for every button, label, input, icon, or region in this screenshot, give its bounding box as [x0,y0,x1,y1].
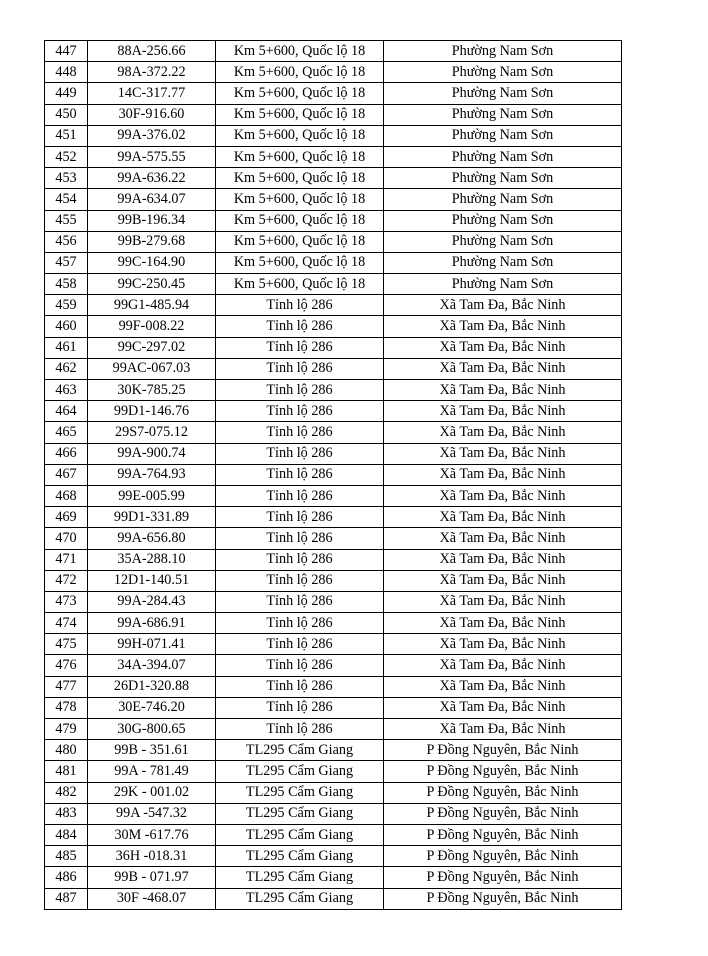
table-row [45,231,622,252]
location-cell: TL295 Cẩm Giang [216,803,384,824]
table-row [45,189,622,210]
license-plate-cell: 99A-575.55 [88,146,216,167]
ward-cell: Phường Nam Sơn [384,104,622,125]
table-row [45,168,622,189]
ward-cell: Xã Tam Đa, Bắc Ninh [384,697,622,718]
ward-cell: Phường Nam Sơn [384,41,622,62]
table-row [45,316,622,337]
license-plate-cell: 36H -018.31 [88,846,216,867]
table-row [45,803,622,824]
row-number-cell: 460 [45,316,88,337]
location-cell: Km 5+600, Quốc lộ 18 [216,210,384,231]
location-cell: Km 5+600, Quốc lộ 18 [216,125,384,146]
row-number-cell: 469 [45,507,88,528]
row-number-cell: 470 [45,528,88,549]
location-cell: Km 5+600, Quốc lộ 18 [216,62,384,83]
row-number-cell: 457 [45,252,88,273]
ward-cell: Xã Tam Đa, Bắc Ninh [384,380,622,401]
location-cell: Tỉnh lộ 286 [216,697,384,718]
location-cell: Tỉnh lộ 286 [216,655,384,676]
location-cell: Tỉnh lộ 286 [216,634,384,655]
table-row [45,846,622,867]
ward-cell: P Đồng Nguyên, Bắc Ninh [384,803,622,824]
location-cell: Tỉnh lộ 286 [216,443,384,464]
location-cell: Tỉnh lộ 286 [216,295,384,316]
row-number-cell: 474 [45,613,88,634]
table-row [45,295,622,316]
ward-cell: P Đồng Nguyên, Bắc Ninh [384,761,622,782]
row-number-cell: 477 [45,676,88,697]
row-number-cell: 459 [45,295,88,316]
location-cell: Km 5+600, Quốc lộ 18 [216,189,384,210]
row-number-cell: 479 [45,719,88,740]
row-number-cell: 448 [45,62,88,83]
ward-cell: Xã Tam Đa, Bắc Ninh [384,613,622,634]
license-plate-cell: 99C-164.90 [88,252,216,273]
ward-cell: Xã Tam Đa, Bắc Ninh [384,422,622,443]
ward-cell: Xã Tam Đa, Bắc Ninh [384,634,622,655]
row-number-cell: 478 [45,697,88,718]
row-number-cell: 476 [45,655,88,676]
location-cell: Tỉnh lộ 286 [216,464,384,485]
location-cell: Tỉnh lộ 286 [216,316,384,337]
row-number-cell: 462 [45,358,88,379]
row-number-cell: 483 [45,803,88,824]
row-number-cell: 461 [45,337,88,358]
row-number-cell: 450 [45,104,88,125]
row-number-cell: 458 [45,274,88,295]
license-plate-cell: 26D1-320.88 [88,676,216,697]
location-cell: TL295 Cẩm Giang [216,888,384,909]
location-cell: Tỉnh lộ 286 [216,591,384,612]
table-row [45,485,622,506]
location-cell: Tỉnh lộ 286 [216,337,384,358]
location-cell: Tỉnh lộ 286 [216,422,384,443]
ward-cell: Phường Nam Sơn [384,210,622,231]
location-cell: Km 5+600, Quốc lộ 18 [216,83,384,104]
ward-cell: Xã Tam Đa, Bắc Ninh [384,591,622,612]
location-cell: TL295 Cẩm Giang [216,867,384,888]
license-plate-cell: 30F -468.07 [88,888,216,909]
ward-cell: Xã Tam Đa, Bắc Ninh [384,676,622,697]
row-number-cell: 468 [45,485,88,506]
table-row [45,104,622,125]
table-row [45,697,622,718]
ward-cell: Phường Nam Sơn [384,274,622,295]
location-cell: Tỉnh lộ 286 [216,719,384,740]
license-plate-cell: 99A-656.80 [88,528,216,549]
license-plate-cell: 99D1-146.76 [88,401,216,422]
location-cell: TL295 Cẩm Giang [216,761,384,782]
violation-table-body [45,41,622,910]
license-plate-cell: 29S7-075.12 [88,422,216,443]
table-row [45,888,622,909]
row-number-cell: 454 [45,189,88,210]
row-number-cell: 455 [45,210,88,231]
table-row [45,337,622,358]
license-plate-cell: 99A-686.91 [88,613,216,634]
table-row [45,380,622,401]
license-plate-cell: 14C-317.77 [88,83,216,104]
location-cell: Km 5+600, Quốc lộ 18 [216,41,384,62]
license-plate-cell: 30K-785.25 [88,380,216,401]
row-number-cell: 472 [45,570,88,591]
license-plate-cell: 98A-372.22 [88,62,216,83]
table-row [45,613,622,634]
ward-cell: Xã Tam Đa, Bắc Ninh [384,570,622,591]
location-cell: Tỉnh lộ 286 [216,570,384,591]
table-row [45,358,622,379]
license-plate-cell: 99D1-331.89 [88,507,216,528]
license-plate-cell: 88A-256.66 [88,41,216,62]
ward-cell: P Đồng Nguyên, Bắc Ninh [384,740,622,761]
location-cell: Km 5+600, Quốc lộ 18 [216,274,384,295]
table-row [45,464,622,485]
location-cell: Km 5+600, Quốc lộ 18 [216,146,384,167]
ward-cell: Xã Tam Đa, Bắc Ninh [384,401,622,422]
row-number-cell: 485 [45,846,88,867]
ward-cell: Xã Tam Đa, Bắc Ninh [384,719,622,740]
ward-cell: Xã Tam Đa, Bắc Ninh [384,528,622,549]
location-cell: Tỉnh lộ 286 [216,528,384,549]
license-plate-cell: 99A-764.93 [88,464,216,485]
location-cell: TL295 Cẩm Giang [216,846,384,867]
license-plate-cell: 35A-288.10 [88,549,216,570]
ward-cell: P Đồng Nguyên, Bắc Ninh [384,824,622,845]
table-row [45,443,622,464]
row-number-cell: 475 [45,634,88,655]
location-cell: Tỉnh lộ 286 [216,676,384,697]
location-cell: TL295 Cẩm Giang [216,824,384,845]
table-row [45,761,622,782]
license-plate-cell: 99C-297.02 [88,337,216,358]
location-cell: TL295 Cẩm Giang [216,740,384,761]
license-plate-cell: 30E-746.20 [88,697,216,718]
row-number-cell: 463 [45,380,88,401]
ward-cell: Xã Tam Đa, Bắc Ninh [384,316,622,337]
license-plate-cell: 30F-916.60 [88,104,216,125]
location-cell: Tỉnh lộ 286 [216,485,384,506]
location-cell: Km 5+600, Quốc lộ 18 [216,168,384,189]
location-cell: Tỉnh lộ 286 [216,380,384,401]
ward-cell: Phường Nam Sơn [384,62,622,83]
row-number-cell: 452 [45,146,88,167]
row-number-cell: 471 [45,549,88,570]
location-cell: Tỉnh lộ 286 [216,613,384,634]
license-plate-cell: 99C-250.45 [88,274,216,295]
license-plate-cell: 99B - 351.61 [88,740,216,761]
table-row [45,507,622,528]
row-number-cell: 487 [45,888,88,909]
ward-cell: Xã Tam Đa, Bắc Ninh [384,464,622,485]
ward-cell: Xã Tam Đa, Bắc Ninh [384,549,622,570]
license-plate-cell: 99A-900.74 [88,443,216,464]
row-number-cell: 467 [45,464,88,485]
table-row [45,41,622,62]
license-plate-cell: 12D1-140.51 [88,570,216,591]
table-row [45,401,622,422]
table-row [45,62,622,83]
row-number-cell: 464 [45,401,88,422]
location-cell: Tỉnh lộ 286 [216,401,384,422]
table-row [45,591,622,612]
ward-cell: Xã Tam Đa, Bắc Ninh [384,358,622,379]
location-cell: TL295 Cẩm Giang [216,782,384,803]
license-plate-cell: 30M -617.76 [88,824,216,845]
table-row [45,125,622,146]
location-cell: Km 5+600, Quốc lộ 18 [216,252,384,273]
table-row [45,528,622,549]
table-row [45,83,622,104]
table-row [45,782,622,803]
table-row [45,210,622,231]
license-plate-cell: 99B-279.68 [88,231,216,252]
license-plate-cell: 99F-008.22 [88,316,216,337]
ward-cell: Phường Nam Sơn [384,83,622,104]
ward-cell: P Đồng Nguyên, Bắc Ninh [384,888,622,909]
row-number-cell: 456 [45,231,88,252]
license-plate-cell: 99B-196.34 [88,210,216,231]
license-plate-cell: 34A-394.07 [88,655,216,676]
ward-cell: Phường Nam Sơn [384,231,622,252]
license-plate-cell: 99G1-485.94 [88,295,216,316]
row-number-cell: 447 [45,41,88,62]
ward-cell: Xã Tam Đa, Bắc Ninh [384,485,622,506]
ward-cell: P Đồng Nguyên, Bắc Ninh [384,867,622,888]
license-plate-cell: 99H-071.41 [88,634,216,655]
location-cell: Km 5+600, Quốc lộ 18 [216,104,384,125]
license-plate-cell: 29K - 001.02 [88,782,216,803]
ward-cell: Xã Tam Đa, Bắc Ninh [384,507,622,528]
row-number-cell: 484 [45,824,88,845]
ward-cell: Xã Tam Đa, Bắc Ninh [384,295,622,316]
row-number-cell: 465 [45,422,88,443]
row-number-cell: 451 [45,125,88,146]
license-plate-cell: 99A-376.02 [88,125,216,146]
table-row [45,252,622,273]
ward-cell: Phường Nam Sơn [384,168,622,189]
license-plate-cell: 99B - 071.97 [88,867,216,888]
row-number-cell: 473 [45,591,88,612]
table-row [45,422,622,443]
row-number-cell: 453 [45,168,88,189]
row-number-cell: 486 [45,867,88,888]
license-plate-cell: 99A - 781.49 [88,761,216,782]
table-row [45,274,622,295]
license-plate-cell: 99E-005.99 [88,485,216,506]
row-number-cell: 480 [45,740,88,761]
table-row [45,676,622,697]
table-row [45,867,622,888]
location-cell: Tỉnh lộ 286 [216,507,384,528]
license-plate-cell: 99A-636.22 [88,168,216,189]
table-row [45,146,622,167]
table-row [45,655,622,676]
violation-table [44,40,622,910]
location-cell: Km 5+600, Quốc lộ 18 [216,231,384,252]
ward-cell: Phường Nam Sơn [384,125,622,146]
table-row [45,634,622,655]
ward-cell: P Đồng Nguyên, Bắc Ninh [384,846,622,867]
ward-cell: Xã Tam Đa, Bắc Ninh [384,655,622,676]
license-plate-cell: 99A -547.32 [88,803,216,824]
ward-cell: Phường Nam Sơn [384,252,622,273]
location-cell: Tỉnh lộ 286 [216,549,384,570]
license-plate-cell: 30G-800.65 [88,719,216,740]
table-row [45,824,622,845]
table-row [45,740,622,761]
row-number-cell: 466 [45,443,88,464]
table-row [45,719,622,740]
license-plate-cell: 99A-284.43 [88,591,216,612]
row-number-cell: 482 [45,782,88,803]
ward-cell: Phường Nam Sơn [384,146,622,167]
table-row [45,570,622,591]
license-plate-cell: 99A-634.07 [88,189,216,210]
ward-cell: Phường Nam Sơn [384,189,622,210]
license-plate-cell: 99AC-067.03 [88,358,216,379]
table-row [45,549,622,570]
row-number-cell: 481 [45,761,88,782]
ward-cell: Xã Tam Đa, Bắc Ninh [384,337,622,358]
ward-cell: Xã Tam Đa, Bắc Ninh [384,443,622,464]
ward-cell: P Đồng Nguyên, Bắc Ninh [384,782,622,803]
location-cell: Tỉnh lộ 286 [216,358,384,379]
row-number-cell: 449 [45,83,88,104]
